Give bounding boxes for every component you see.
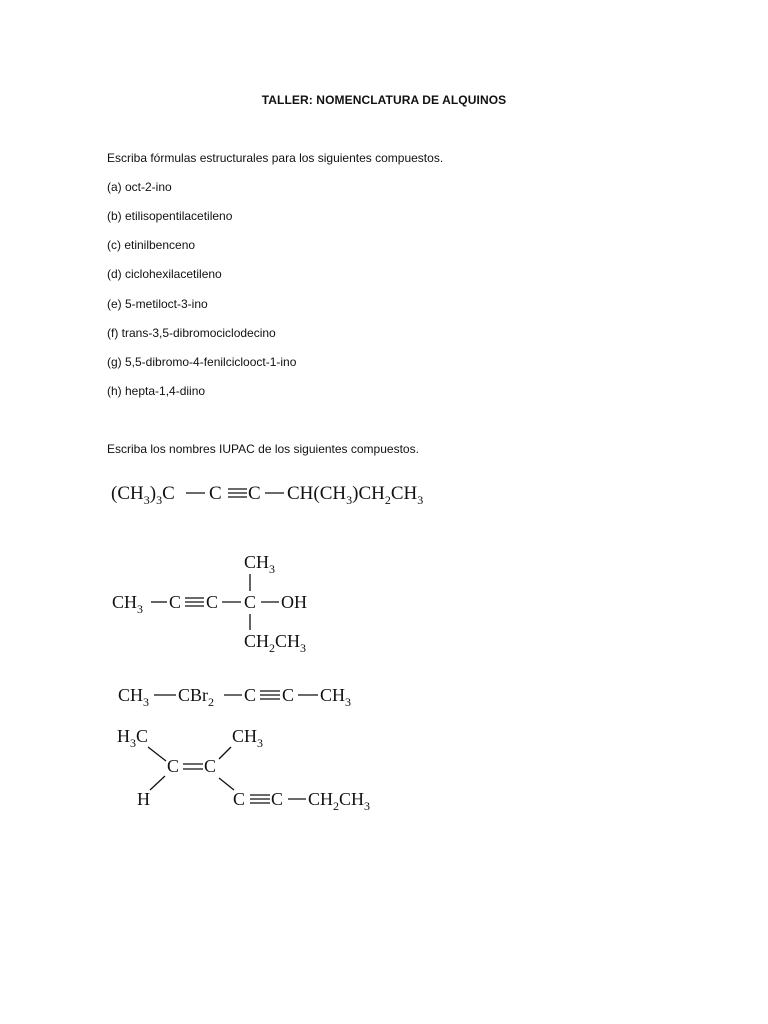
list-item: (g) 5,5-dibromo-4-fenilciclooct-1-ino (107, 355, 297, 369)
svg-text:H: H (137, 789, 150, 809)
page-title: TALLER: NOMENCLATURA DE ALQUINOS (261, 93, 507, 107)
svg-text:C: C (167, 756, 180, 776)
instruction-iupac: Escriba los nombres IUPAC de los siguientes compuestos. (107, 442, 419, 456)
svg-text:(CH3)3C: $(CH_3)_3C$ (111, 483, 175, 507)
list-item: (h) hepta-1,4-diino (107, 384, 206, 398)
svg-text:OH: OH (281, 592, 307, 612)
svg-text:CBr2: CBr$_2$ (178, 685, 215, 709)
list-item: (e) 5-metiloct-3-ino (107, 297, 208, 311)
svg-text:CH(CH3)CH2CH3: $CH(CH_3)CH_2CH_3$ (287, 483, 424, 507)
svg-text:CH3: $CH_3$ (320, 685, 352, 709)
svg-text:C: C (233, 789, 246, 809)
svg-text:C: C (244, 592, 257, 612)
list-item: (c) etinilbenceno (107, 238, 196, 252)
list-item: (d) ciclohexilacetileno (107, 267, 222, 281)
svg-text:C: C (204, 756, 217, 776)
svg-text:C: C (169, 592, 182, 612)
svg-text:C: C (248, 483, 261, 504)
svg-text:H3C: $H_3C$ (117, 726, 149, 750)
formula-4 (117, 726, 370, 813)
svg-text:CH2CH3: $CH_2CH_3$ (308, 789, 371, 813)
list-item: (a) oct-2-ino (107, 180, 172, 194)
svg-text:C: C (209, 483, 222, 504)
svg-text:C: C (271, 789, 284, 809)
svg-text:C: C (282, 685, 295, 705)
list-item: (b) etilisopentilacetileno (107, 209, 233, 223)
formula-2 (112, 552, 307, 655)
formula-3 (118, 685, 351, 709)
svg-text:C: C (206, 592, 219, 612)
svg-text:CH3: $CH_3$ (244, 552, 276, 576)
svg-text:CH3: $CH_3$ (232, 726, 264, 750)
instruction-structural: Escriba fórmulas estructurales para los siguientes compuestos. (107, 151, 444, 165)
svg-text:CH3: $CH_3$ (118, 685, 150, 709)
list-item: (f) trans-3,5-dibromociclodecino (107, 326, 276, 340)
svg-text:CH2CH3: $CH_2CH_3$ (244, 631, 307, 655)
svg-text:CH3: $CH_3$ (112, 592, 144, 616)
svg-text:C: C (244, 685, 257, 705)
